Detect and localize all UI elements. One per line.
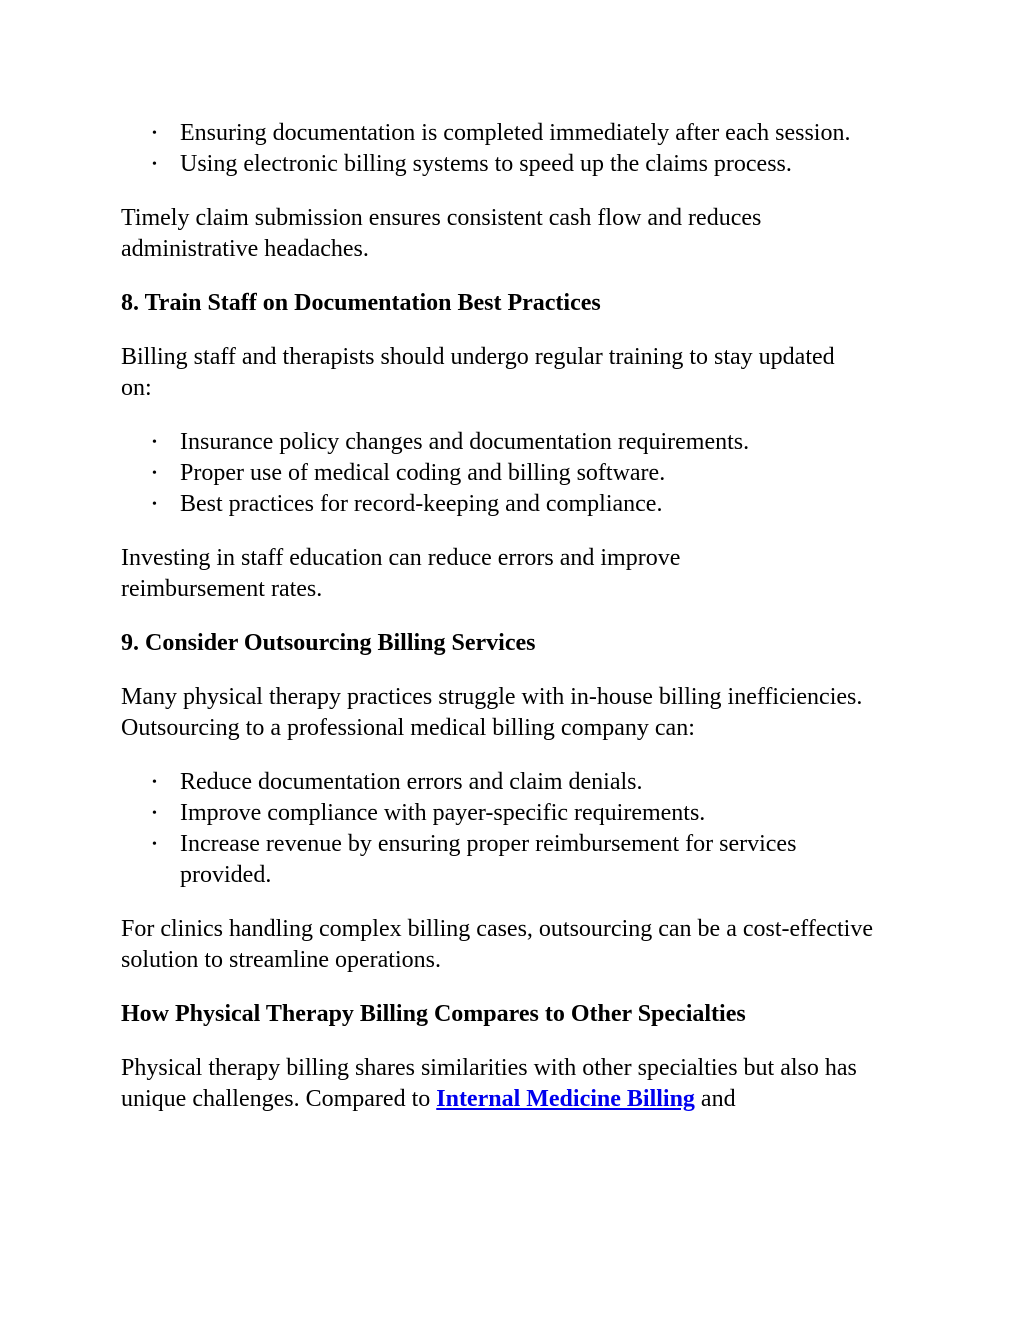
paragraph: Billing staff and therapists should undergo regular training to stay updated on: <box>121 344 835 401</box>
list-item <box>121 118 880 149</box>
timely-submission-list <box>121 118 911 180</box>
list-item-text: Increase revenue by ensuring proper reimbursement for services provided. <box>180 831 797 888</box>
list-item <box>121 767 911 798</box>
paragraph-text: Physical therapy billing shares similarities with other specialties but also has unique challenges. Compared to <box>121 1055 857 1112</box>
bullet-icon: • <box>152 775 157 790</box>
bullet-icon: • <box>152 466 157 481</box>
paragraph <box>121 1053 911 1115</box>
section-heading: 8. Train Staff on Documentation Best Practices <box>121 290 601 316</box>
list-item-text: Best practices for record-keeping and compliance. <box>180 491 663 517</box>
training-topics-list <box>121 427 911 520</box>
list-item <box>121 427 911 458</box>
list-item <box>121 458 911 489</box>
list-item-text: Improve compliance with payer-specific requirements. <box>180 800 706 826</box>
paragraph: Timely claim submission ensures consistent cash flow and reduces administrative headaches. <box>121 205 762 262</box>
list-item <box>121 798 911 829</box>
section-heading: How Physical Therapy Billing Compares to Other Specialties <box>121 1001 746 1027</box>
list-item <box>121 489 911 520</box>
paragraph: For clinics handling complex billing cases, outsourcing can be a cost-effective solution to streamline operations. <box>121 916 874 973</box>
list-item-text: Insurance policy changes and documentation requirements. <box>180 429 750 455</box>
list-item <box>121 149 911 180</box>
section-heading: 9. Consider Outsourcing Billing Services <box>121 630 536 656</box>
outsourcing-benefits-list <box>121 767 911 891</box>
bullet-icon: • <box>152 435 157 450</box>
bullet-icon: • <box>152 806 157 821</box>
list-item <box>121 829 880 891</box>
list-item-text: Ensuring documentation is completed immediately after each session. <box>180 120 851 146</box>
list-item-text: Reduce documentation errors and claim denials. <box>180 769 643 795</box>
bullet-icon: • <box>152 497 157 512</box>
internal-medicine-billing-link[interactable]: Internal Medicine Billing <box>436 1086 695 1112</box>
bullet-icon: • <box>152 157 157 172</box>
bullet-icon: • <box>152 837 157 852</box>
list-item-text: Proper use of medical coding and billing software. <box>180 460 666 486</box>
bullet-icon: • <box>152 126 157 141</box>
paragraph-text: and <box>694 1086 736 1112</box>
document-page <box>121 118 911 1115</box>
list-item-text: Using electronic billing systems to speed up the claims process. <box>180 151 792 177</box>
paragraph: Investing in staff education can reduce errors and improve reimbursement rates. <box>121 545 681 602</box>
paragraph: Many physical therapy practices struggle with in-house billing inefficiencies. Outsourcing to a professional medical billing company can: <box>121 684 863 741</box>
